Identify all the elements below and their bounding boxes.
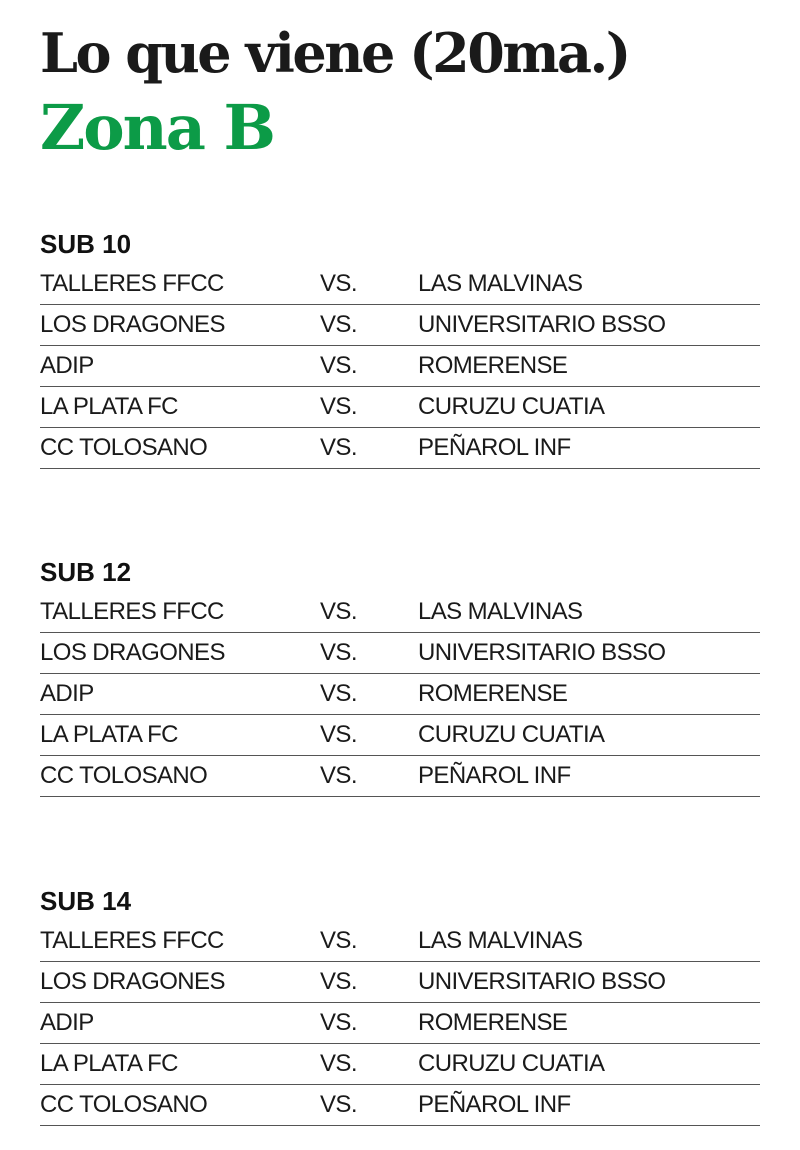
- home-team: CC TOLOSANO: [40, 1091, 208, 1118]
- home-team: LA PLATA FC: [40, 721, 178, 748]
- versus-label: VS.: [320, 762, 357, 789]
- home-team: LA PLATA FC: [40, 393, 178, 420]
- home-team: LOS DRAGONES: [40, 968, 225, 995]
- section-title: SUB 12: [40, 557, 132, 587]
- versus-label: VS.: [320, 434, 357, 461]
- away-team: CURUZU CUATIA: [418, 393, 605, 420]
- away-team: ROMERENSE: [418, 352, 568, 379]
- versus-label: VS.: [320, 927, 357, 954]
- versus-label: VS.: [320, 393, 357, 420]
- page-title: Lo que viene (20ma.): [40, 21, 629, 85]
- match-row: [40, 633, 760, 674]
- away-team: ROMERENSE: [418, 680, 568, 707]
- home-team: TALLERES FFCC: [40, 270, 224, 297]
- section-sub-14: [40, 881, 760, 1126]
- versus-label: VS.: [320, 1091, 357, 1118]
- header: [40, 18, 629, 168]
- home-team: ADIP: [40, 680, 94, 707]
- away-team: PEÑAROL INF: [418, 1091, 571, 1118]
- match-row: [40, 1044, 760, 1085]
- away-team: UNIVERSITARIO BSSO: [418, 968, 666, 995]
- away-team: PEÑAROL INF: [418, 762, 571, 789]
- home-team: LOS DRAGONES: [40, 311, 225, 338]
- away-team: ROMERENSE: [418, 1009, 568, 1036]
- versus-label: VS.: [320, 270, 357, 297]
- match-row: [40, 1085, 760, 1126]
- versus-label: VS.: [320, 680, 357, 707]
- versus-label: VS.: [320, 968, 357, 995]
- away-team: UNIVERSITARIO BSSO: [418, 311, 666, 338]
- versus-label: VS.: [320, 1009, 357, 1036]
- match-row: [40, 674, 760, 715]
- away-team: LAS MALVINAS: [418, 927, 583, 954]
- versus-label: VS.: [320, 721, 357, 748]
- match-row: [40, 715, 760, 756]
- section-title: SUB 10: [40, 229, 132, 259]
- match-row: [40, 1003, 760, 1044]
- home-team: TALLERES FFCC: [40, 927, 224, 954]
- match-row: [40, 264, 760, 305]
- match-row: [40, 305, 760, 346]
- away-team: CURUZU CUATIA: [418, 1050, 605, 1077]
- section-sub-12: [40, 552, 760, 797]
- section-sub-10: [40, 224, 760, 469]
- away-team: PEÑAROL INF: [418, 434, 571, 461]
- away-team: LAS MALVINAS: [418, 598, 583, 625]
- away-team: LAS MALVINAS: [418, 270, 583, 297]
- home-team: TALLERES FFCC: [40, 598, 224, 625]
- home-team: LOS DRAGONES: [40, 639, 225, 666]
- match-row: [40, 428, 760, 469]
- match-row: [40, 592, 760, 633]
- home-team: CC TOLOSANO: [40, 762, 208, 789]
- home-team: CC TOLOSANO: [40, 434, 208, 461]
- zone-subtitle: Zona B: [40, 91, 274, 164]
- versus-label: VS.: [320, 598, 357, 625]
- versus-label: VS.: [320, 352, 357, 379]
- home-team: ADIP: [40, 1009, 94, 1036]
- versus-label: VS.: [320, 639, 357, 666]
- match-row: [40, 756, 760, 797]
- match-row: [40, 387, 760, 428]
- match-row: [40, 346, 760, 387]
- match-row: [40, 921, 760, 962]
- home-team: LA PLATA FC: [40, 1050, 178, 1077]
- versus-label: VS.: [320, 311, 357, 338]
- section-title: SUB 14: [40, 886, 132, 916]
- away-team: CURUZU CUATIA: [418, 721, 605, 748]
- home-team: ADIP: [40, 352, 94, 379]
- versus-label: VS.: [320, 1050, 357, 1077]
- match-row: [40, 962, 760, 1003]
- away-team: UNIVERSITARIO BSSO: [418, 639, 666, 666]
